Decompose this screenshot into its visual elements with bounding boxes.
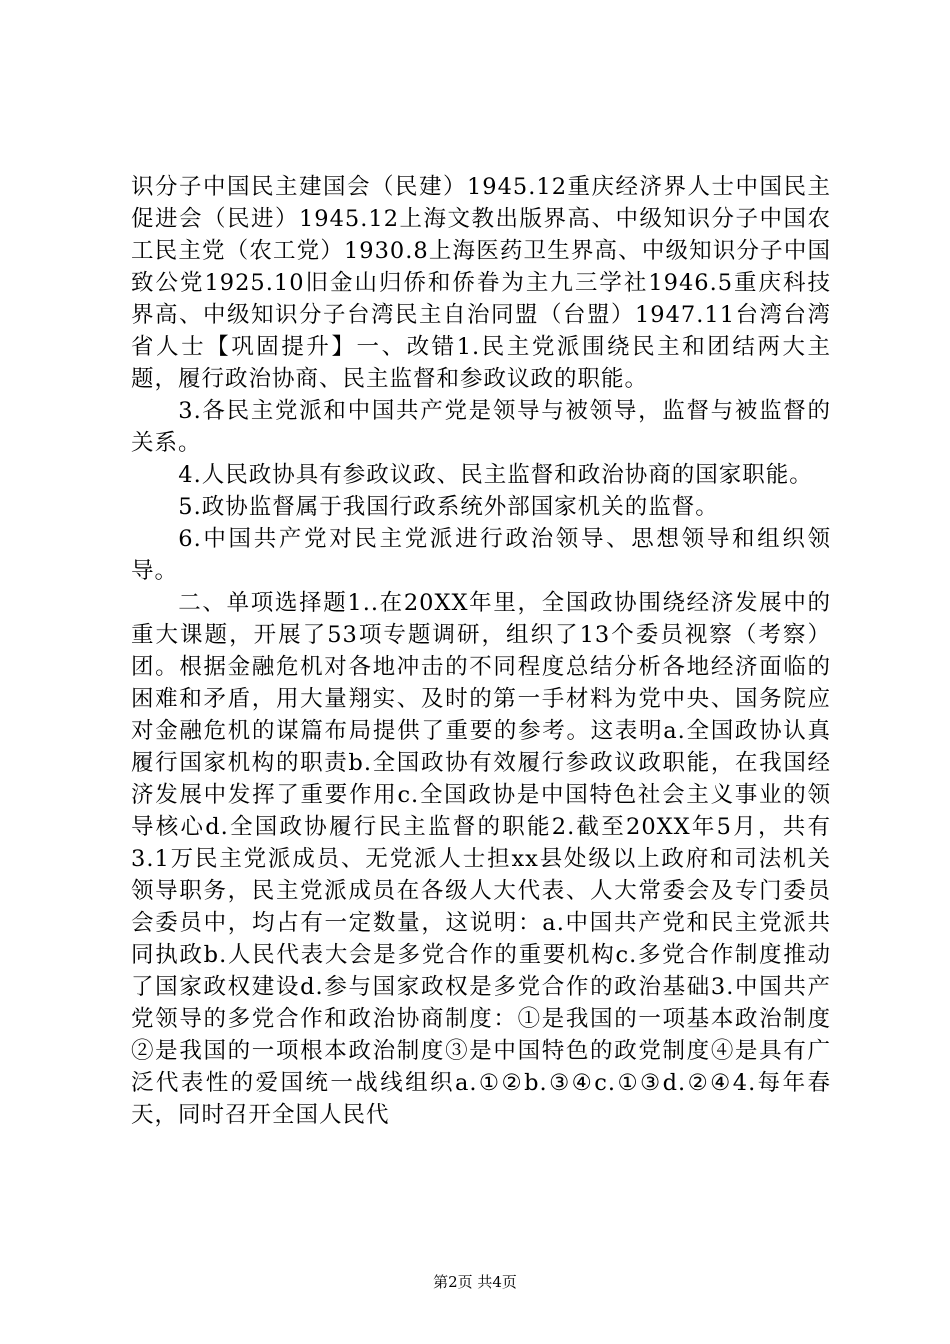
paragraph-6: 二、单项选择题1..在20XX年里，全国政协围绕经济发展中的重大课题，开展了53项专题调研，组织了13个委员视察（考察）团。根据金融危机对各地冲击的不同程度总结分析各地经济面临的困难和矛盾，用大量翔实、及时的第一手材料为党中央、国务院应对金融危机的谋篇布局提供了重要的参考。这表明a.全国政协认真履行国家机构的职责b.全国政协有效履行参政议政职能，在我国经济发展中发挥了重要作用c.全国政协是中国特色社会主义事业的领导核心d.全国政协履行民主监督的职能2.截至20XX年5月，共有3.1万民主党派成员、无党派人士担xx县处级以上政府和司法机关领导职务，民主党派成员在各级人大代表、人大常委会及专门委员会委员中，均占有一定数量，这说明：a.中国共产党和民主党派共同执政b.人民代表大会是多党合作的重要机构c.多党合作制度推动了国家政权建设d.参与国家政权是多党合作的政治基础3.中国共产党领导的多党合作和政治协商制度：①是我国的一项基本政治制度②是我国的一项根本政治制度③是中国特色的政党制度④是具有广泛代表性的爱国统一战线组织a.①②b.③④c.①③d.②④4.每年春天，同时召开全国人民代 — [131, 590, 831, 1128]
paragraph-2: 3.各民主党派和中国共产党是领导与被领导，监督与被监督的关系。 — [131, 398, 831, 456]
page-number: 第2页 共4页 — [433, 1273, 517, 1291]
paragraph-3: 4.人民政协具有参政议政、民主监督和政治协商的国家职能。 — [178, 462, 813, 488]
body-text — [131, 171, 831, 1131]
paragraph-1: 识分子中国民主建国会（民建）1945.12重庆经济界人士中国民主促进会（民进）1945.12上海文教出版界高、中级知识分子中国农工民主党（农工党）1930.8上海医药卫生界高、中级知识分子中国致公党1925.10旧金山归侨和侨眷为主九三学社1946.5重庆科技界高、中级知识分子台湾民主自治同盟（台盟）1947.11台湾台湾省人士【巩固提升】一、改错1.民主党派围绕民主和团结两大主题，履行政治协商、民主监督和参政议政的职能。 — [131, 174, 831, 392]
paragraph-5: 6.中国共产党对民主党派进行政治领导、思想领导和组织领导。 — [131, 526, 831, 584]
page-footer — [0, 1272, 950, 1292]
paragraph-4: 5.政协监督属于我国行政系统外部国家机关的监督。 — [178, 494, 719, 520]
